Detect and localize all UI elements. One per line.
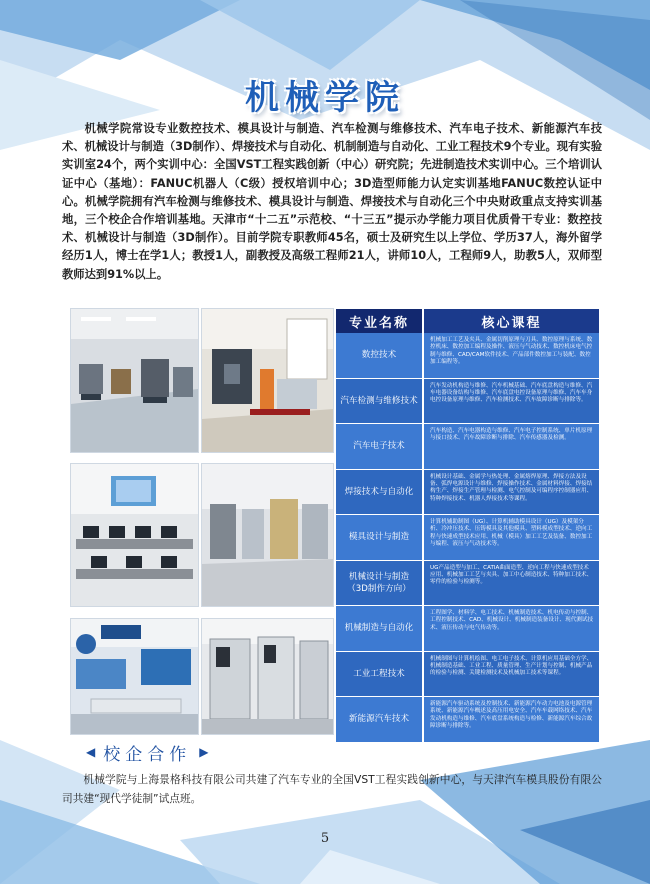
lab-photo-computers bbox=[70, 463, 199, 607]
course-list: 机械加工工艺及夹具、金属切削原理与刀具、数控原理与系统、数控机床、数控加工编程及操作、液压与气动技术、数控机床电气控制与维修、CAD/CAM软件技术、产品部件数控加工与装配、数控加工编程等。 bbox=[424, 333, 599, 378]
course-list: 汽车发动机构造与维修、汽车机械基础、汽车底盘构造与维修、汽车电器设备结构与维修、汽车底盘电控设备原理与维修、汽车车身电控设备原理与维修、汽车检测技术、汽车故障诊断与排除等。 bbox=[424, 379, 599, 424]
course-list: 汽车构造、汽车电器构造与维修、汽车电子控制系统、单片机原理与接口技术、汽车故障诊断与排除、汽车传感器及检测。 bbox=[424, 424, 599, 469]
major-name: 机械制造与自动化 bbox=[336, 606, 422, 651]
course-list: 新能源汽车驱动系统及控制技术、新能源汽车动力电池及电源管理系统、新能源汽车概述及高压用电安全、汽车车载网络技术、汽车发动机构造与维修、汽车底盘系统构造与检修、新能源汽车综合故障诊断与排除等。 bbox=[424, 697, 599, 742]
table-row bbox=[336, 652, 599, 698]
course-list: 机械制图与计算机绘图、电工电子技术、计算机应用基础全方学、机械制造基础、工业工程、质量管理、生产计划与控制、机械产品的检验与检测、关键检测技术及机械加工技术等课程。 bbox=[424, 652, 599, 697]
section-title: 校企合作 bbox=[103, 744, 192, 765]
table-row bbox=[336, 379, 599, 425]
table-row bbox=[336, 333, 599, 379]
photo-collage bbox=[70, 308, 332, 733]
major-name: 机械设计与制造 （3D制作方向） bbox=[336, 561, 422, 606]
majors-table bbox=[336, 309, 599, 734]
triangle-right-icon: ▶ bbox=[199, 745, 209, 759]
table-row bbox=[336, 697, 599, 743]
page-title: 机械学院 bbox=[245, 78, 405, 118]
cooperation-paragraph: 机械学院与上海景格科技有限公司共建了汽车专业的全国VST工程实践创新中心，与天津汽车模具股份有限公司共建“现代学徒制”试点班。 bbox=[62, 773, 602, 805]
course-list: 工程图学、材料学、电工技术、机械制造技术、机电传动与控制、工程控制技术、CAD、机械设计、机械制造装备设计、现代测试技术、液压传动与电气传动等。 bbox=[424, 606, 599, 651]
table-row bbox=[336, 470, 599, 516]
major-name: 汽车电子技术 bbox=[336, 424, 422, 469]
lab-photo-robot bbox=[201, 308, 334, 453]
table-row bbox=[336, 561, 599, 607]
header-major: 专业名称 bbox=[336, 309, 422, 333]
table-row bbox=[336, 606, 599, 652]
lab-photo-display-hall bbox=[70, 618, 199, 735]
header-course: 核心课程 bbox=[424, 309, 599, 333]
page-number: 5 bbox=[320, 831, 330, 846]
course-list: UG产品造型与加工、CATIA曲面造型、逆向工程与快速成型技术应用、机械加工工艺与夹具、加工中心制造技术、特种加工技术、零件的检验与检测等。 bbox=[424, 561, 599, 606]
section-heading bbox=[86, 740, 208, 764]
table-row bbox=[336, 515, 599, 561]
table-header bbox=[336, 309, 599, 333]
major-name: 汽车检测与维修技术 bbox=[336, 379, 422, 424]
major-name: 数控技术 bbox=[336, 333, 422, 378]
major-name: 模具设计与制造 bbox=[336, 515, 422, 560]
major-name: 工业工程技术 bbox=[336, 652, 422, 697]
lab-photo-cnc-machines bbox=[201, 618, 334, 735]
major-name: 焊接技术与自动化 bbox=[336, 470, 422, 515]
course-list: 机械设计基础、金属学与热处理、金属熔焊原理、焊接方法及设备、弧焊电源设计与维修、焊接操作技术、金属材料焊接、焊接结构生产、焊接生产管理与检测、电气控制及可编程序控制器应用、特种焊接技术、机器人焊接技术等课程。 bbox=[424, 470, 599, 515]
course-list: 计算机辅助制图（UG）、计算机辅助模具设计（UG）及模架分析、冷冲压技术、压铸模具及其他模具、塑料模成型技术、逆向工程与快速成型技术应用、机械（模具）加工工艺及装备、数控加工与编程、液压与气动技术等。 bbox=[424, 515, 599, 560]
lab-photo-training-stations bbox=[201, 463, 334, 607]
lab-photo-engines bbox=[70, 308, 199, 453]
intro-paragraph: 机械学院常设专业数控技术、模具设计与制造、汽车检测与维修技术、汽车电子技术、新能源汽车技术、机械设计与制造（3D制作）、焊接技术与自动化、机制制造与自动化、工业工程技术9个专业。现有实验实训室24个，两个实训中心：全国VST工程实践创新（中心）研究院；先进制造技术实训中心。三个培训认证中心（基地）：FANUC机器人（C级）授权培训中心；3D造型师能力认定实训基地FANUC数控认证中心。机械学院拥有汽车检测与维修技术、模具设计与制造、焊接技术与自动化三个中央财政重点支持实训基地，三个校企合作培训基地。天津市“十二五”示范校、“十三五”提示办学能力项目优质骨干专业：数控技术、机械设计与制造（3D制作）。目前学院专职教师45名，硕士及研究生以上学位、学历37人，海外留学经历1人，博士在学1人；教授1人，副教授及高级工程师21人，讲师10人，工程师9人，助教5人，双师型教师达到91%以上。 bbox=[62, 122, 602, 281]
triangle-left-icon: ◀ bbox=[86, 745, 96, 759]
table-row bbox=[336, 424, 599, 470]
major-name: 新能源汽车技术 bbox=[336, 697, 422, 742]
